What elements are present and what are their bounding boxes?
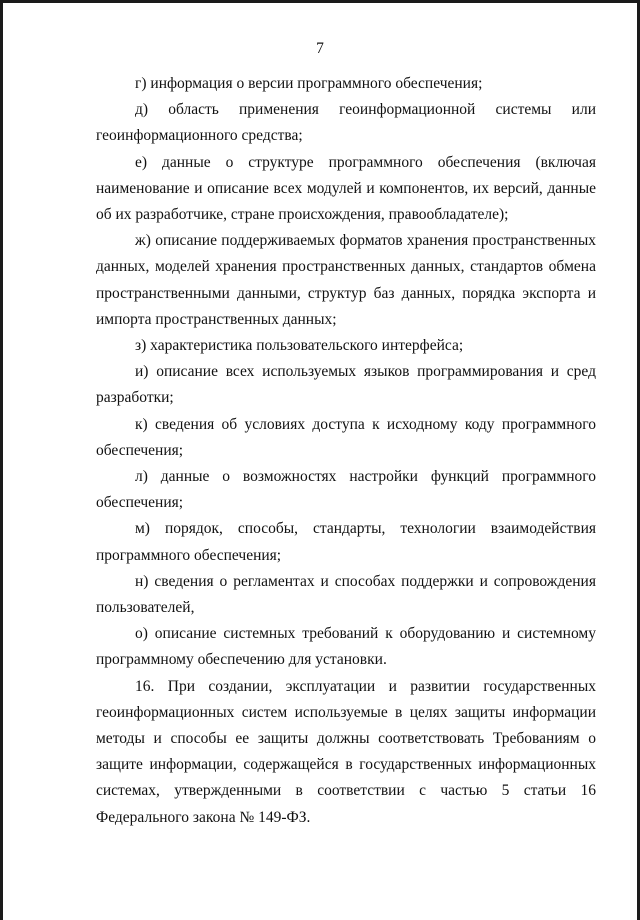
list-item-l: л) данные о возможностях настройки функций программного обеспечения; <box>96 468 596 512</box>
section-16-paragraph: 16. При создании, эксплуатации и развитии государственных геоинформационных систем используемые в целях защиты информации методы и способы ее защиты должны соответствовать Требованиям о защите информации, содержащейся в государственных информационных системах, утвержденными в соответствии с частью 5 статьи 16 Федерального закона № 149-ФЗ. <box>96 677 596 826</box>
list-item-zh: ж) описание поддерживаемых форматов хранения пространственных данных, моделей хранения пространственных данных, стандартов обмена пространственными данными, структур баз данных, порядка экспорта и импорта пространственных данных; <box>96 232 596 328</box>
page-number: 7 <box>316 40 324 57</box>
list-item-d: д) область применения геоинформационной системы или геоинформационного средства; <box>96 101 596 145</box>
document-body <box>96 71 596 831</box>
list-item-o: о) описание системных требований к оборудованию и системному программному обеспечению для установки. <box>96 625 596 669</box>
list-item-m: м) порядок, способы, стандарты, технологии взаимодействия программного обеспечения; <box>96 520 596 564</box>
list-item-e: е) данные о структуре программного обеспечения (включая наименование и описание всех модулей и компонентов, их версий, данные об их разработчике, стране происхождения, правообладателе); <box>96 153 596 224</box>
scan-edge-left <box>0 0 3 920</box>
list-item-g: г) информация о версии программного обеспечения; <box>135 75 483 92</box>
list-item-i: и) описание всех используемых языков программирования и сред разработки; <box>96 363 596 407</box>
list-item-k: к) сведения об условиях доступа к исходному коду программного обеспечения; <box>96 415 596 459</box>
scan-edge-top <box>0 0 640 3</box>
list-item-z: з) характеристика пользовательского интерфейса; <box>135 337 464 355</box>
list-item-n: н) сведения о регламентах и способах поддержки и сопровождения пользователей, <box>96 572 596 617</box>
